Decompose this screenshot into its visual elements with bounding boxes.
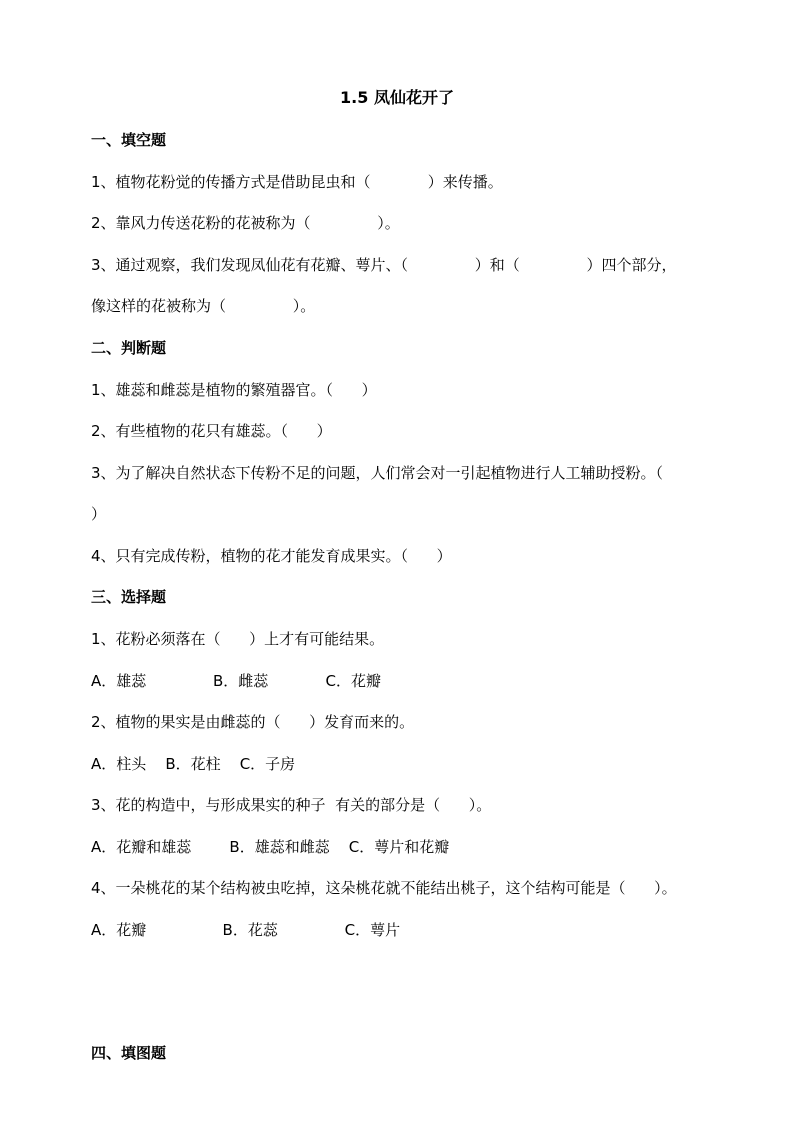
question-line: 1、雄蕊和雌蕊是植物的繁殖器官。（ ） (91, 381, 377, 399)
section-heading-fill-blank: 一、填空题 (91, 131, 167, 149)
question-line: 3、花的构造中，与形成果实的种子 有关的部分是（ ）。 (91, 796, 492, 814)
option-line: A．花瓣 B．花蕊 C．萼片 (91, 921, 401, 939)
question-line: 1、花粉必须落在（ ）上才有可能结果。 (91, 630, 385, 648)
option-line: A．柱头 B．花柱 C．子房 (91, 755, 296, 773)
option-line: A．雄蕊 B．雌蕊 C．花瓣 (91, 672, 381, 690)
option-line: A．花瓣和雄蕊 B．雄蕊和雌蕊 C．萼片和花瓣 (91, 838, 450, 856)
question-line: 3、通过观察，我们发现凤仙花有花瓣、萼片、（ ）和（ ）四个部分， (91, 256, 677, 274)
question-line: 3、为了解决自然状态下传粉不足的问题，人们常会对一引起植物进行人工辅助授粉。（ (91, 464, 664, 482)
page-title: 1.5 凤仙花开了 (340, 88, 454, 107)
section-heading-multiple-choice: 三、选择题 (91, 588, 167, 606)
question-line: 4、一朵桃花的某个结构被虫吃掉，这朵桃花就不能结出桃子，这个结构可能是（ ）。 (91, 879, 677, 897)
question-line: 4、只有完成传粉，植物的花才能发育成果实。（ ） (91, 547, 452, 565)
question-line: 像这样的花被称为（ ）。 (91, 297, 316, 315)
question-line: 1、植物花粉觉的传播方式是借助昆虫和（ ）来传播。 (91, 173, 503, 191)
question-line: 2、有些植物的花只有雄蕊。（ ） (91, 422, 332, 440)
section-heading-true-false: 二、判断题 (91, 339, 167, 357)
section-heading-diagram: 四、填图题 (91, 1044, 167, 1062)
question-line: 2、植物的果实是由雌蕊的（ ）发育而来的。 (91, 713, 415, 731)
question-line: 2、靠风力传送花粉的花被称为（ ）。 (91, 214, 400, 232)
question-line: ） (91, 505, 107, 523)
